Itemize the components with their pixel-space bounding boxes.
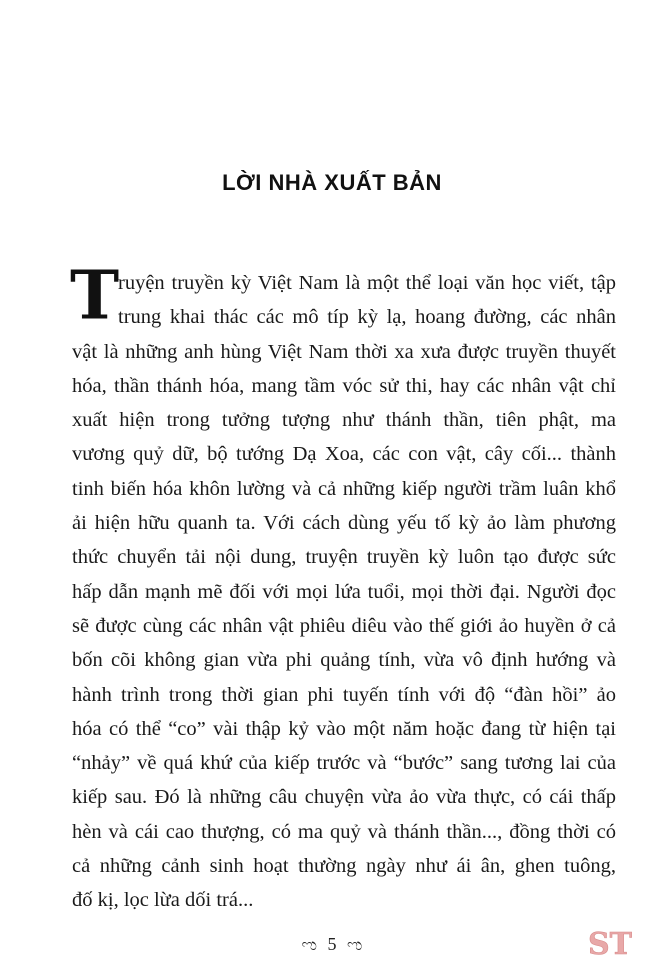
text-line: hèn và cái cao thượng, có ma quỷ và thánh thần..., đồng thời có [72, 820, 616, 843]
text-line: hấp dẫn mạnh mẽ đối với mọi lứa tuổi, mọi thời đại. Người đọc [72, 580, 616, 603]
text-line: bốn cõi không gian vừa phi quảng tính, vừa vô định hướng và [72, 649, 616, 672]
page-title: LỜI NHÀ XUẤT BẢN [222, 170, 442, 195]
text-line: cả những cảnh sinh hoạt thường ngày như ái ân, ghen tuông, [72, 855, 616, 878]
text-line: vương quỷ dữ, bộ tướng Dạ Xoa, các con vật, cây cối... thành [72, 443, 616, 466]
page-footer [0, 934, 664, 955]
text-line: “nhảy” về quá khứ của kiếp trước và “bước” sang tương lai của [72, 752, 616, 775]
text-line: đố kị, lọc lừa dối trá... [72, 889, 254, 912]
text-line: hóa có thể “co” vài thập kỷ vào một năm hoặc đang từ hiện tại [72, 717, 616, 740]
text-line: ải hiện hữu quanh ta. Với cách dùng yếu tố kỳ ảo làm phương [72, 512, 616, 535]
body-paragraph [72, 266, 616, 918]
text-line: trung khai thác các mô típ kỳ lạ, hoang đường, các nhân [118, 306, 616, 329]
text-line: kiếp sau. Đó là những câu chuyện vừa ảo vừa thực, có cái thấp [72, 786, 616, 809]
text-line: hành trình trong thời gian phi tuyến tính với độ “đàn hồi” ảo [72, 683, 616, 706]
text-line: ruyện truyền kỳ Việt Nam là một thể loại văn học viết, tập [118, 272, 616, 294]
drop-cap: T [70, 255, 120, 335]
text-line: thức chuyển tải nội dung, truyện truyền kỳ luôn tạo được sức [72, 546, 616, 569]
watermark-logo [586, 926, 632, 962]
text-line: tinh biến hóa khôn lường và cả những kiếp người trầm luân khổ [72, 477, 616, 500]
page-number: 5 [327, 934, 337, 954]
svg-text:ST: ST [588, 927, 632, 962]
ornament-left-icon: ಌ [301, 936, 317, 954]
text-line: hóa, thần thánh hóa, mang tầm vóc sử thi, hay các nhân vật chỉ [72, 374, 616, 397]
text-line: xuất hiện trong tưởng tượng như thánh thần, tiên phật, ma [72, 409, 616, 432]
text-line: vật là những anh hùng Việt Nam thời xa xưa được truyền thuyết [72, 340, 616, 363]
text-line: sẽ được cùng các nhân vật phiêu diêu vào thế giới ảo huyền ở cả [72, 614, 616, 637]
ornament-right-icon: ಌ [347, 936, 363, 954]
